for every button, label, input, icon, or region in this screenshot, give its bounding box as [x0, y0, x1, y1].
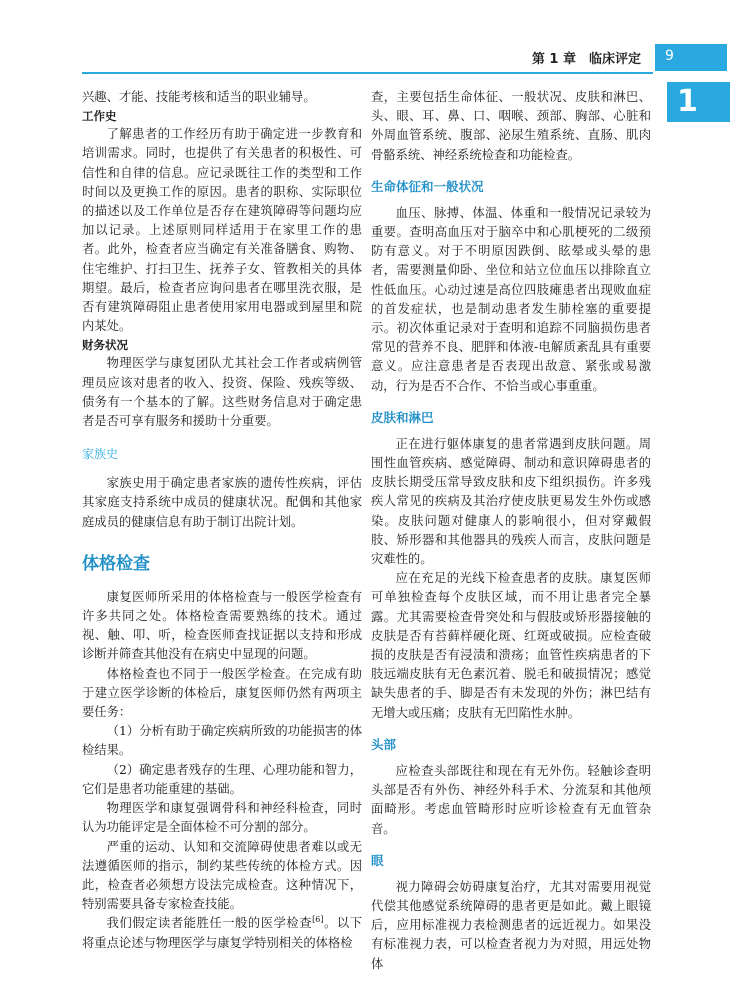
- left-column: [82, 88, 362, 953]
- family-history-text: 家族史用于确定患者家族的遗传性疾病，评估其家庭支持系统中成员的健康状况。配偶和其他家庭成员的健康信息有助于制订出院计划。: [82, 476, 362, 529]
- physical-exam-p3: 物理医学和康复强调骨科和神经科检查，同时认为功能评定是全面体检不可分割的部分。: [82, 801, 362, 835]
- physical-exam-item1: （1）分析有助于确定疾病所致的功能损害的体检结果。: [82, 724, 362, 758]
- work-history-text: 了解患者的工作经历有助于确定进一步教育和培训需求。同时，也提供了有关患者的积极性、可信性和自律的信息。应记录既往工作的类型和工作时间以及更换工作的原因。患者的职称、实际职位的描述以及工作单位是否存在建筑障碍等问题均应加以记录。上述原则同样适用于在家里工作的患者。此外，检查者应当确定有关准备膳食、购物、住宅维护、打扫卫生、抚养子女、管教相关的具体期望。最后，检查者应询问患者在哪里洗衣服，是否有建筑障碍阻止患者使用家用电器或到屋里和院内某处。: [82, 127, 362, 334]
- paragraph-continued: 查，主要包括生命体征、一般状况、皮肤和淋巴、头、眼、耳、鼻、口、咽喉、颈部、胸部、心脏和外周血管系统、腹部、泌尿生殖系统、直肠、肌肉骨骼系统、神经系统检查和功能检查。: [371, 90, 651, 162]
- skin-p1: 正在进行躯体康复的患者常遇到皮肤问题。周围性血管疾病、感觉障碍、制动和意识障碍患者的皮肤长期受压常导致皮肤和皮下组织损伤。许多残疾人常见的疾病及其治疗使皮肤更易发生外伤或感染。皮肤问题对健康人的影响很小，但对穿戴假肢、矫形器和其他器具的残疾人而言，皮肤问题是灾难性的。: [371, 436, 651, 567]
- physical-exam-p2: 体格检查也不同于一般医学检查。在完成有助于建立医学诊断的体检后，康复医师仍然有两项主要任务：: [82, 666, 362, 720]
- citation-ref: [6]: [312, 915, 324, 925]
- physical-exam-p5: [82, 914, 362, 952]
- chapter-tab-number: 1: [677, 84, 698, 119]
- eye-text: 视力障碍会妨碍康复治疗，尤其对需要用视觉代偿其他感觉系统障碍的患者更是如此。戴上眼镜后，应用标准视力表检测患者的远近视力。如果没有标准视力表，可以检查者视力为对照，用远处物体: [371, 879, 651, 971]
- work-history-heading: 工作史: [82, 109, 117, 124]
- paragraph-intro: 兴趣、才能、技能考核和适当的职业辅导。: [82, 90, 316, 104]
- chapter-tab: [667, 82, 730, 122]
- header-rule: [82, 72, 653, 74]
- skin-heading: 皮肤和淋巴: [371, 409, 434, 425]
- physical-exam-p1: 康复医师所采用的体格检查与一般医学检查有许多共同之处。体格检查需要熟练的技术。通过视、触、叩、听，检查医师查找证据以支持和形成诊断并筛查其他没有在病史中显现的问题。: [82, 589, 362, 662]
- eye-heading: 眼: [371, 852, 384, 868]
- physical-exam-item2: （2）确定患者残存的生理、心理功能和智力，它们是患者功能重建的基础。: [82, 762, 362, 796]
- physical-exam-heading: 体格检查: [82, 553, 150, 574]
- finance-heading: 财务状况: [82, 338, 128, 353]
- physical-exam-p5-a: 我们假定读者能胜任一般的医学检查: [106, 916, 313, 931]
- skin-p2: 应在充足的光线下检查患者的皮肤。康复医师可单独检查每个皮肤区域，而不用让患者完全暴露。尤其需要检查骨突处和与假肢或矫形器接触的皮肤是否有苔藓样硬化斑、红斑或破损。应检查破损的皮肤是否有浸渍和溃疡；血管性疾病患者的下肢远端皮肤有无色素沉着、脱毛和破损情况；感觉缺失患者的手、脚是否有未发现的外伤；淋巴结有无增大或压痛；皮肤有无凹陷性水肿。: [371, 571, 651, 720]
- running-head: [397, 44, 727, 71]
- head-heading: 头部: [371, 736, 397, 752]
- family-history-heading: 家族史: [82, 447, 119, 462]
- finance-text: 物理医学与康复团队尤其社会工作者或病例管理员应该对患者的收入、投资、保险、残疾等级、债务有一个基本的了解。这些财务信息对于确定患者是否可享有服务和援助十分重要。: [82, 356, 362, 429]
- vitals-heading: 生命体征和一般状况: [371, 178, 484, 194]
- physical-exam-p5-b: 。以下将重点论述与物理医学与康复学特别相关的体格检: [82, 916, 362, 950]
- page-number: 9: [665, 48, 674, 64]
- right-column: [371, 88, 651, 974]
- physical-exam-p4: 严重的运动、认知和交流障碍使患者难以或无法遵循医师的指示，制约某些传统的体检方式。因此，检查者必须想方设法完成检查。这种情况下，特别需要具备专家检查技能。: [82, 839, 362, 912]
- head-text: 应检查头部既往和现在有无外伤。轻触诊查明头部是否有外伤、神经外科手术、分流泵和其他颅面畸形。考虑血管畸形时应听诊检查有无血管杂音。: [371, 763, 651, 836]
- vitals-text: 血压、脉搏、体温、体重和一般情况记录较为重要。查明高血压对于脑卒中和心肌梗死的二级预防有意义。对于不明原因跌倒、眩晕或头晕的患者，需要测量仰卧、坐位和站立位血压以排除直立性低血压。心动过速是高位四肢瘫患者出现败血症的首发症状，也是制动患者发生肺栓塞的重要提示。初次体重记录对于查明和追踪不同脑损伤患者常见的营养不良、肥胖和体液-电解质紊乱具有重要意义。应注意患者是否表现出敌意、紧张或易激动，行为是否不合作、不恰当或心事重重。: [371, 205, 651, 393]
- chapter-title: 第 1 章 临床评定: [531, 52, 641, 67]
